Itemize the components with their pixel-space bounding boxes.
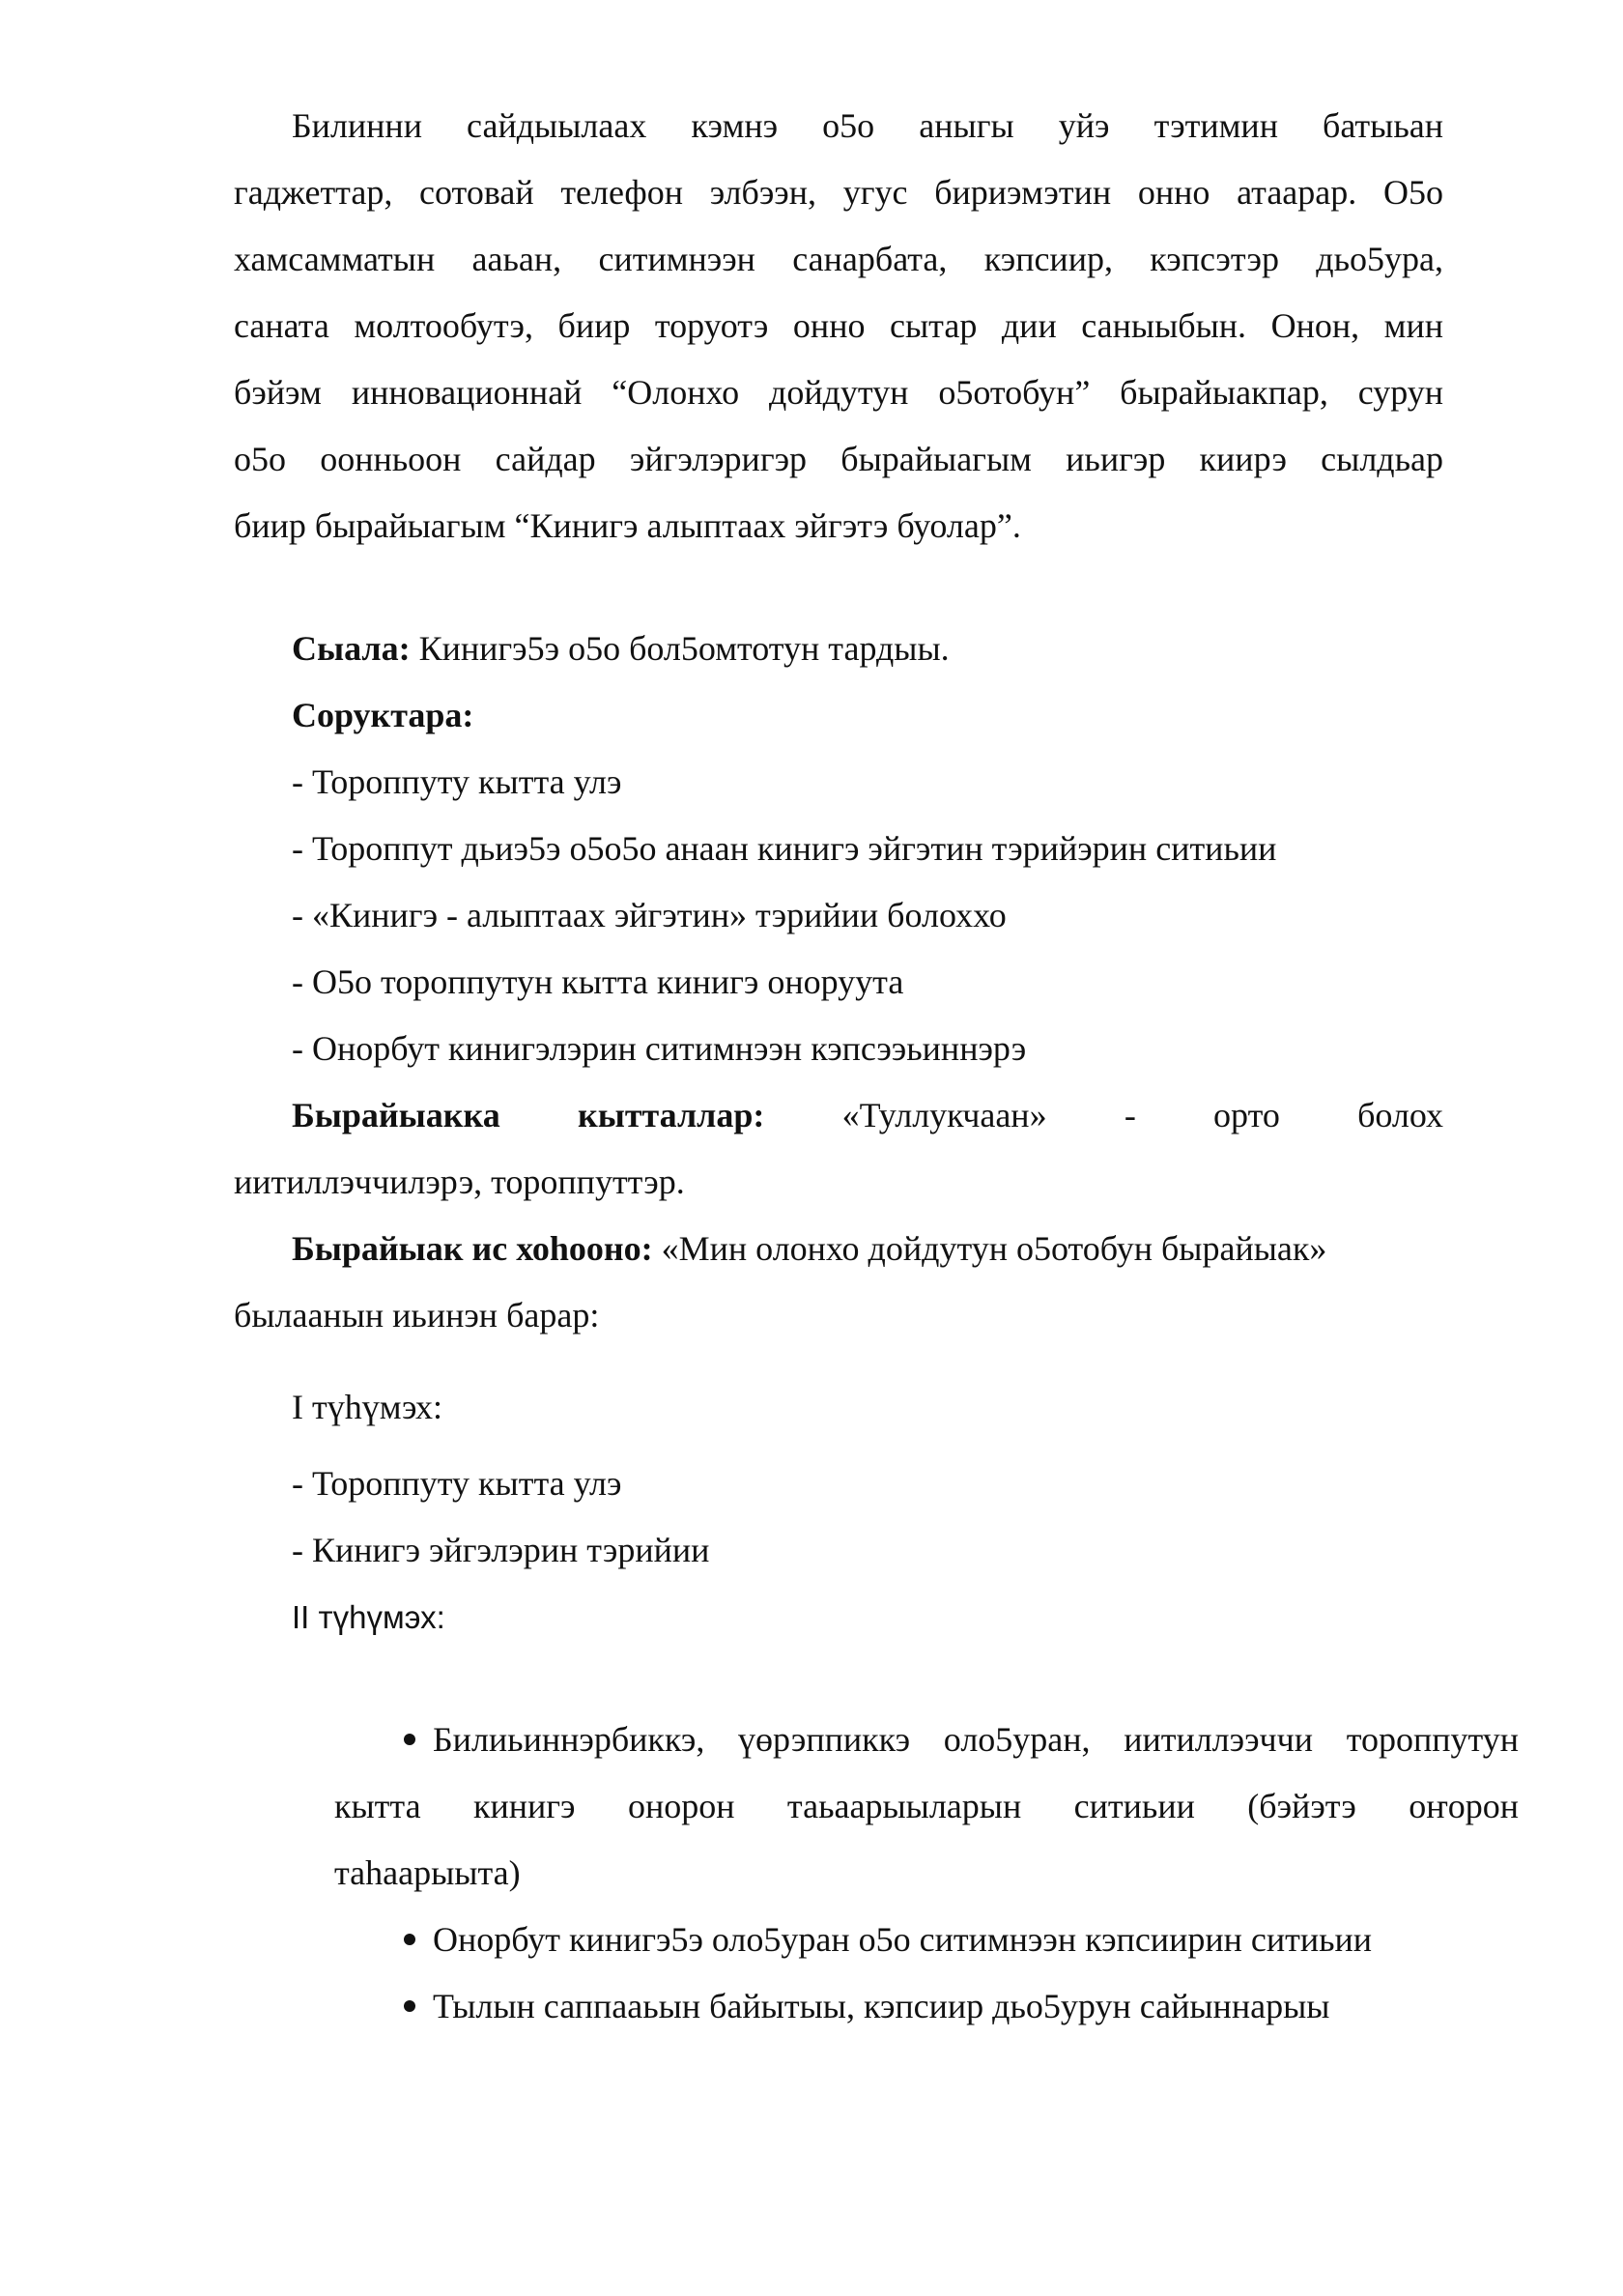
course-line: былаанын иьинэн барар:: [234, 1296, 600, 1335]
stage1-title: I түhүмэх:: [292, 1388, 442, 1426]
course-paragraph: [234, 1216, 1443, 1349]
intro-line: бэйэм инновационнай “Олонхо дойдутун о5отобун” бырайыакпар, сурун: [234, 373, 1443, 412]
intro-line: саната молтообутэ, биир торуотэ онно сытар дии саныыбын. Онон, мин: [234, 306, 1443, 345]
task-item: - Тороппуту кытта улэ: [292, 762, 622, 801]
bullet-item: [334, 1907, 1519, 1973]
stage1-item: - Тороппуту кытта улэ: [292, 1464, 622, 1503]
task-item: - «Кинигэ - алыптаах эйгэтин» тэрийии болоххо: [292, 896, 1007, 934]
bullet-item: [334, 1973, 1519, 2040]
course-label: Бырайыак ис хоhооно:: [292, 1229, 653, 1268]
bullet-line: таhаарыыта): [334, 1853, 521, 1892]
intro-line: Билинни сайдыылаах кэмнэ о5о аныгы уйэ тэтимин батыьан: [292, 106, 1443, 145]
goal-text: Кинигэ5э о5о бол5омтотун тардыы.: [410, 629, 950, 668]
bullet-line: кытта кинигэ онорон таьаарыыларын ситиьии (бэйэтэ оҥорон: [334, 1787, 1519, 1825]
bullet-line: Онорбут кинигэ5э оло5уран о5о ситимнээн кэпсиирин ситиьии: [334, 1907, 1519, 1973]
participants-label: Бырайыакка кытталлар:: [292, 1096, 765, 1134]
intro-paragraph: [234, 93, 1443, 560]
intro-line: биир бырайыагым “Кинигэ алыптаах эйгэтэ буолар”.: [234, 506, 1021, 545]
course-line: [234, 1216, 1443, 1282]
document-page: [234, 93, 1519, 2040]
bullet-dot-icon: [404, 2000, 415, 2012]
task-item: - Онорбут кинигэлэрин ситимнээн кэпсээьиннэрэ: [292, 1029, 1027, 1068]
participants-line: [234, 1082, 1443, 1149]
bullet-dot-icon: [404, 1934, 415, 1945]
goal-line: [234, 616, 1443, 682]
participants-line: иитиллэччилэрэ, тороппуттэр.: [234, 1162, 685, 1201]
course-text: «Мин олонхо дойдутун о5отобун бырайыак»: [652, 1229, 1327, 1268]
tasks-heading: [234, 682, 1443, 749]
task-item: - О5о тороппутун кытта кинигэ оноруута: [292, 962, 904, 1001]
intro-line: гаджеттар, сотовай телефон элбээн, угус бириэмэтин онно атаарар. О5о: [234, 173, 1443, 212]
tasks-list: [234, 749, 1443, 1082]
participants-paragraph: [234, 1082, 1443, 1216]
stage2-bullet-list: [234, 1707, 1519, 2040]
intro-line: о5о оонньоон сайдар эйгэлэригэр бырайыагым иьигэр киирэ сылдьар: [234, 440, 1443, 478]
bullet-dot-icon: [404, 1734, 415, 1745]
participants-text: «Туллукчаан» - орто болох: [841, 1096, 1443, 1134]
tasks-label: Соруктара:: [292, 696, 474, 734]
intro-line: хамсамматын ааьан, ситимнээн санарбата, кэпсиир, кэпсэтэр дьо5ура,: [234, 240, 1443, 278]
stage2-title: II түһүмэх:: [292, 1599, 445, 1635]
bullet-line: Тылын саппааьын байытыы, кэпсиир дьо5урун сайыннарыы: [334, 1973, 1519, 2040]
task-item: - Тороппут дьиэ5э о5о5о анаан кинигэ эйгэтин тэрийэрин ситиьии: [292, 829, 1277, 868]
bullet-line: Билиьиннэрбиккэ, үөрэппиккэ оло5уран, иитиллээччи тороппутун: [334, 1707, 1519, 1773]
bullet-item: [334, 1707, 1519, 1907]
goal-label: Сыала:: [292, 629, 411, 668]
stage1-item: - Кинигэ эйгэлэрин тэрийии: [292, 1531, 710, 1569]
